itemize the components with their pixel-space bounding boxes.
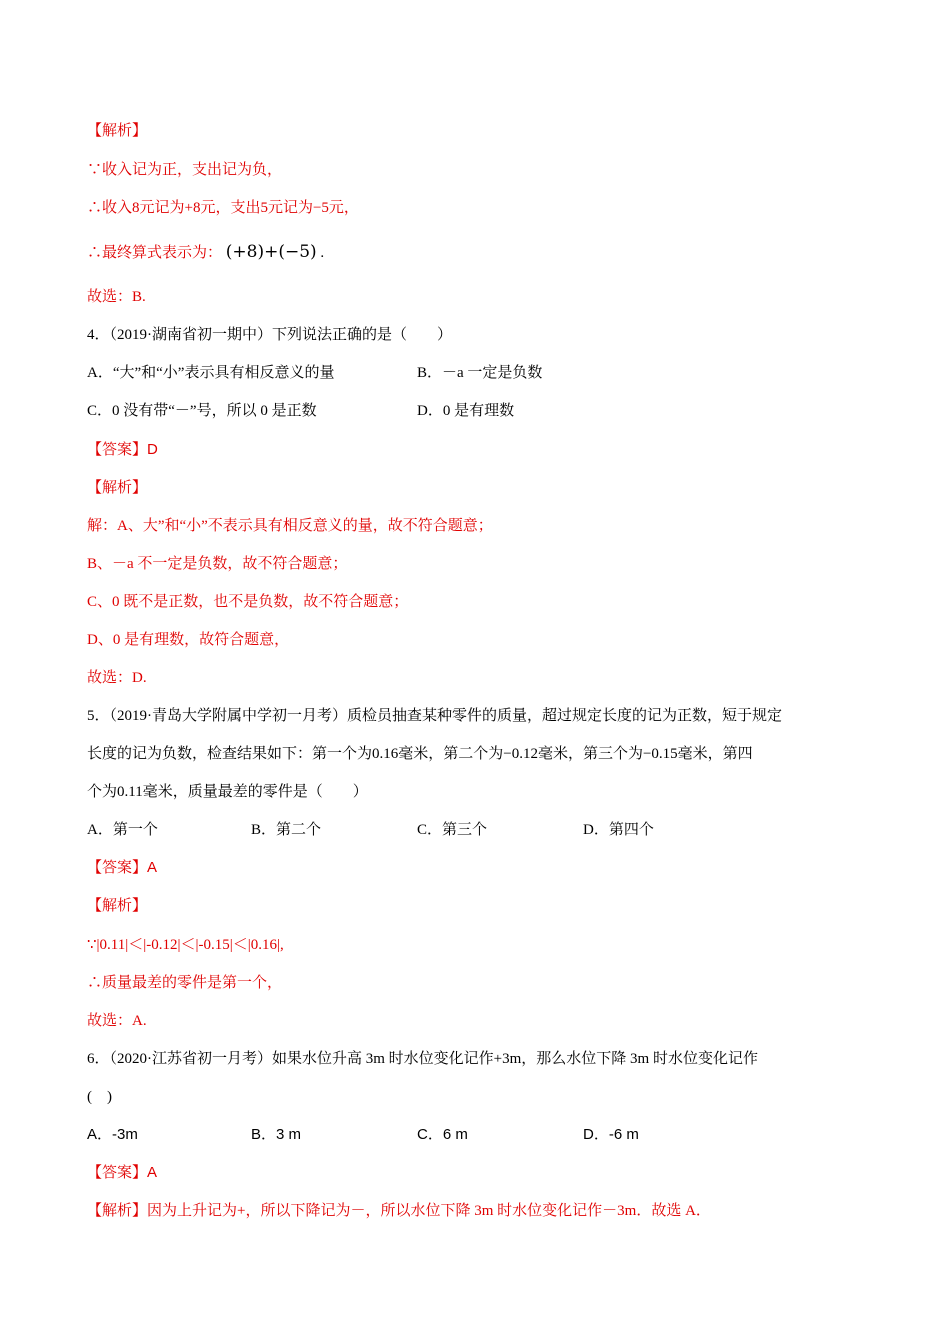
q4-number: 4．	[87, 327, 110, 343]
q5-answer	[87, 858, 157, 878]
q4-option-c: C．0 没有带“－”号，所以 0 是正数	[87, 403, 317, 419]
q6-answer	[87, 1163, 157, 1183]
q4-answer	[87, 440, 158, 460]
q5-stem-line-1: 5．（2019·青岛大学附属中学初一月考）质检员抽查某种零件的质量，超过规定长度的记为正数，短于规定	[87, 708, 782, 724]
q4-choice: 故选：D.	[87, 670, 147, 686]
q5-option-a: A．第一个	[87, 822, 158, 838]
q5-solution-line-1: ∵|0.11|＜|-0.12|＜|-0.15|＜|0.16|,	[87, 937, 284, 953]
q3-solution-line-3	[87, 242, 324, 263]
q5-answer-value: A	[147, 859, 158, 876]
q5-choice: 故选：A.	[87, 1013, 147, 1029]
q6-stem-line-1: 6．（2020·江苏省初一月考）如果水位升高 3m 时水位变化记作+3m，那么水位下降 3m 时水位变化记作	[87, 1051, 758, 1067]
q6-option-a: A．-3m	[87, 1126, 138, 1143]
q4-solution-line-3: C、0 既不是正数，也不是负数，故不符合题意；	[87, 594, 409, 610]
analysis-label-q5: 【解析】	[87, 898, 148, 914]
answer-label: 【答案】	[87, 860, 148, 876]
q5-option-d: D．第四个	[583, 822, 654, 838]
q3-solution-line-2: ∴收入8元记为+8元，支出5元记为−5元，	[87, 200, 359, 216]
q4-solution-line-2: B、－a 不一定是负数，故不符合题意；	[87, 556, 348, 572]
q6-option-c: C．6 m	[417, 1126, 468, 1143]
q3-solution-line-1: ∵收入记为正，支出记为负，	[87, 162, 283, 178]
q6-stem-line-2: ( )	[87, 1089, 112, 1105]
q6-option-b: B．3 m	[251, 1126, 302, 1143]
q4-option-d: D．0 是有理数	[417, 403, 515, 419]
analysis-label-q6: 【解析】	[87, 1203, 148, 1219]
q3-expression-end: .	[320, 245, 325, 261]
q5-solution-line-2: ∴质量最差的零件是第一个，	[87, 975, 283, 991]
answer-label: 【答案】	[87, 442, 148, 458]
q5-option-c: C．第三个	[417, 822, 488, 838]
answer-label: 【答案】	[87, 1165, 148, 1181]
q4-option-a: A．“大”和“小”表示具有相反意义的量	[87, 365, 335, 381]
analysis-label-q3: 【解析】	[87, 123, 148, 139]
q6-analysis	[87, 1201, 711, 1221]
q3-choice: 故选：B.	[87, 289, 146, 305]
analysis-label-q4: 【解析】	[87, 480, 148, 496]
q4-stem-text: （2019·湖南省初一期中）下列说法正确的是（ ）	[109, 327, 453, 343]
q4-stem	[87, 325, 452, 345]
q4-solution-line-4: D、0 是有理数，故符合题意，	[87, 632, 290, 648]
q4-solution-line-1: 解：A、大”和“小”不表示具有相反意义的量，故不符合题意；	[87, 518, 493, 534]
q5-stem-line-2: 长度的记为负数，检查结果如下：第一个为0.16毫米，第二个为−0.12毫米，第三个为−0.15毫米，第四	[87, 746, 753, 762]
q6-analysis-text: 因为上升记为+，所以下降记为－，所以水位下降 3m 时水位变化记作－3m．故选 A．	[147, 1203, 711, 1219]
q6-option-d: D．-6 m	[583, 1126, 639, 1143]
q4-option-b: B．－a 一定是负数	[417, 365, 543, 381]
q5-option-b: B．第二个	[251, 822, 322, 838]
q3-expression: (+8)+(−5)	[225, 242, 317, 262]
q6-answer-value: A	[147, 1164, 158, 1181]
q3-solution-text: ∴最终算式表示为：	[87, 245, 223, 261]
q4-answer-value: D	[147, 441, 158, 458]
q5-stem-line-3: 个为0.11毫米，质量最差的零件是（ ）	[87, 784, 368, 800]
